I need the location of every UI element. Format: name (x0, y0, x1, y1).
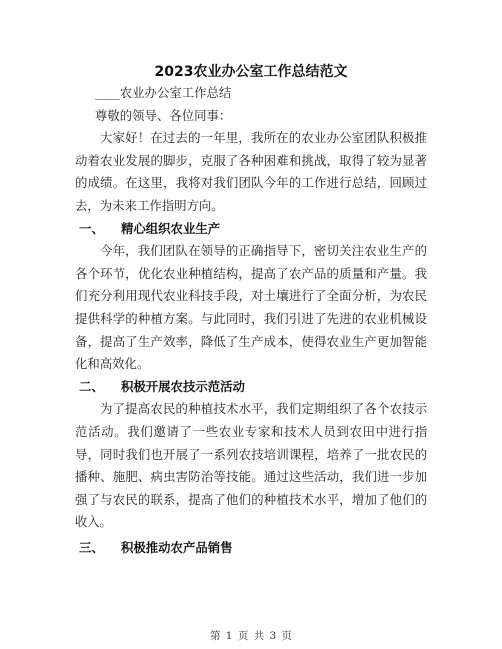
page-footer: 第 1 页 共 3 页 (209, 630, 293, 642)
document-body (75, 82, 427, 559)
section-body-2: 为了提高农民的种植技术水平，我们定期组织了各个农技示范活动。我们邀请了一些农业专家和技术人员到农田中进行指导，同时我们也开展了一系列农技培训课程，培养了一批农民的播种、施肥、病虫害防治等技能。通过这些活动，我们进一步加强了与农民的联系，提高了他们的种植技术水平，增加了他们的收入。 (75, 401, 427, 530)
section-number-1: 一、 (79, 220, 104, 236)
section-number-2: 二、 (79, 378, 104, 394)
section-number-3: 三、 (79, 539, 104, 555)
intro-paragraph: 大家好！在过去的一年里，我所在的农业办公室团队积极推动着农业发展的脚步，克服了各种困难和挑战，取得了较为显著的成绩。在这里，我将对我们团队今年的工作进行总结，回顾过去，为未来工作指明方向。 (75, 130, 427, 213)
subtitle: ____农业办公室工作总结 (95, 85, 232, 100)
section-title-2: 积极开展农技示范活动 (121, 378, 245, 394)
section-title-1: 精心组织农业生产 (121, 220, 221, 236)
document-title: 2023农业办公室工作总结范文 (154, 64, 348, 80)
section-body-1: 今年，我们团队在领导的正确指导下，密切关注农业生产的各个环节，优化农业种植结构，提高了农产品的质量和产量。我们充分利用现代农业科技手段，对土壤进行了全面分析，为农民提供科学的种植方案。与此同时，我们引进了先进的农业机械设备，提高了生产效率，降低了生产成本，使得农业生产更加智能化和高效化。 (75, 243, 427, 372)
section-heading-2 (75, 376, 427, 399)
section-heading-1 (75, 218, 427, 241)
section-heading-3 (75, 537, 427, 560)
section-title-3: 积极推动农产品销售 (121, 539, 233, 555)
salutation: 尊敬的领导、各位同事： (95, 107, 232, 123)
